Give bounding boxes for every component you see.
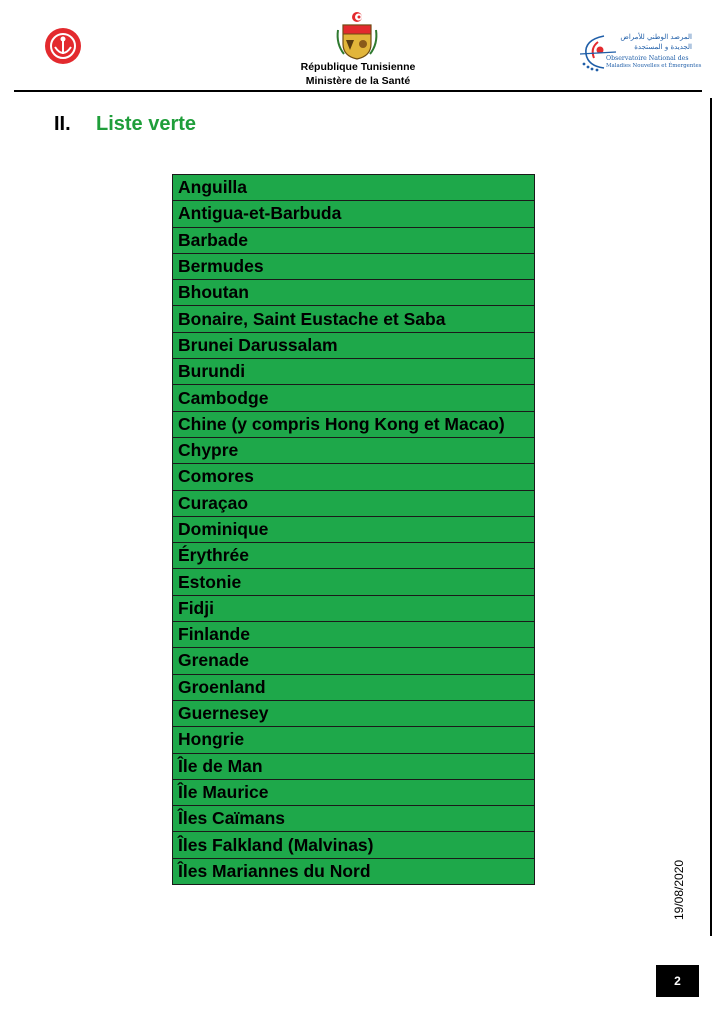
country-row [173, 648, 535, 674]
country-row [173, 306, 535, 332]
section-title: Liste verte [96, 113, 197, 135]
country-row [173, 385, 535, 411]
page-number: 2 [656, 965, 699, 997]
tunisia-emblem-icon [334, 10, 380, 60]
country-row [173, 832, 535, 858]
country-name: Île de Man [173, 753, 535, 779]
country-name: Dominique [173, 516, 535, 542]
country-name: Bermudes [173, 253, 535, 279]
country-name: Barbade [173, 227, 535, 253]
country-name: Chine (y compris Hong Kong et Macao) [173, 411, 535, 437]
country-name: Îles Falkland (Malvinas) [173, 832, 535, 858]
country-row [173, 464, 535, 490]
country-row [173, 490, 535, 516]
ministry-label: Ministère de la Santé [305, 75, 411, 87]
right-margin-rule [710, 98, 712, 936]
country-row [173, 437, 535, 463]
onm-arabic-name-1: المرصد الوطني للأمراض [620, 33, 692, 41]
country-name: Estonie [173, 569, 535, 595]
country-name: Curaçao [173, 490, 535, 516]
country-name: Burundi [173, 359, 535, 385]
country-name: Groenland [173, 674, 535, 700]
country-name: Bonaire, Saint Eustache et Saba [173, 306, 535, 332]
page-header [0, 0, 725, 95]
country-row [173, 201, 535, 227]
country-name: Bhoutan [173, 280, 535, 306]
country-name: Antigua-et-Barbuda [173, 201, 535, 227]
green-list-body [173, 175, 535, 885]
country-row [173, 280, 535, 306]
country-row [173, 674, 535, 700]
country-name: Îles Mariannes du Nord [173, 858, 535, 884]
document-date: 19/08/2020 [672, 859, 686, 920]
country-name: Guernesey [173, 700, 535, 726]
country-row [173, 779, 535, 805]
country-name: Grenade [173, 648, 535, 674]
country-row [173, 727, 535, 753]
country-name: Cambodge [173, 385, 535, 411]
country-name: Anguilla [173, 175, 535, 201]
country-name: Île Maurice [173, 779, 535, 805]
header-divider [14, 90, 702, 92]
country-row [173, 543, 535, 569]
onm-french-name-2: Maladies Nouvelles et Émergentes [606, 63, 702, 69]
country-name: Chypre [173, 437, 535, 463]
country-row [173, 253, 535, 279]
country-name: Comores [173, 464, 535, 490]
country-name: Îles Caïmans [173, 806, 535, 832]
country-row [173, 858, 535, 884]
country-row [173, 806, 535, 832]
country-row [173, 516, 535, 542]
onm-arabic-name-2: الجديدة و المستجدة [634, 43, 692, 51]
country-row [173, 569, 535, 595]
country-row [173, 332, 535, 358]
country-row [173, 359, 535, 385]
country-row [173, 622, 535, 648]
country-row [173, 411, 535, 437]
country-row [173, 700, 535, 726]
country-row [173, 175, 535, 201]
country-name: Érythrée [173, 543, 535, 569]
country-name: Hongrie [173, 727, 535, 753]
country-row [173, 753, 535, 779]
section-number: II. [54, 113, 71, 135]
country-name: Fidji [173, 595, 535, 621]
green-list-table [172, 174, 535, 885]
country-name: Finlande [173, 622, 535, 648]
republic-label: République Tunisienne [300, 61, 416, 73]
ministry-logo-icon [44, 27, 82, 65]
country-row [173, 227, 535, 253]
onm-french-name-1: Observatoire National des [606, 55, 689, 62]
country-name: Brunei Darussalam [173, 332, 535, 358]
country-row [173, 595, 535, 621]
